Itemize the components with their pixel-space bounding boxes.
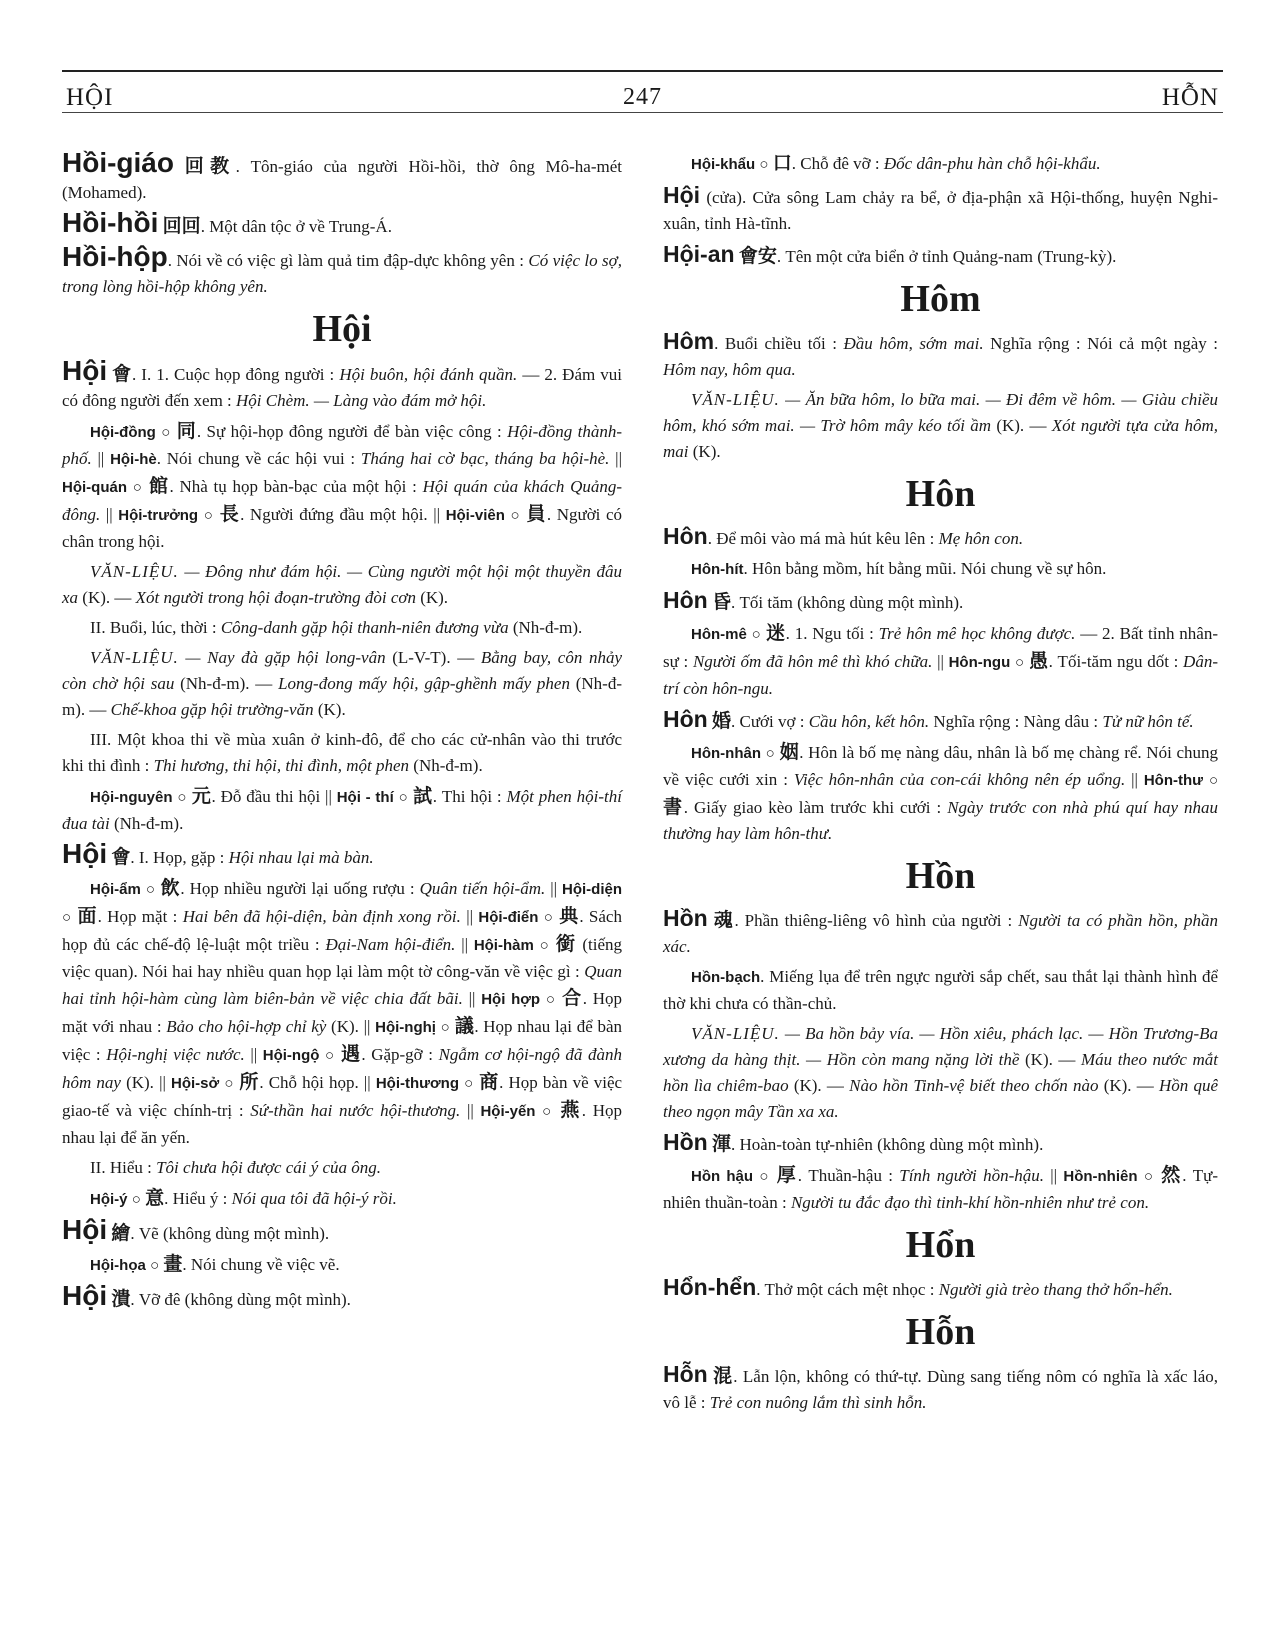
literary-refs: VĂN-LIỆU. — Nay đà gặp hội long-vân (L-V-T). — Bằng bay, côn nhảy còn chờ hội sau (Nh-đ-m). — Long-đong mấy hội, gập-ghềnh mấy phen (Nh-đ-m). — Chế-khoa gặp hội trường-văn (K). <box>62 648 622 719</box>
entry: Hồn 魂. Phần thiêng-liêng vô hình của người : Người ta có phần hồn, phần xác. <box>663 905 1218 956</box>
sub-entries: Hôn-nhân ○ 姻. Hôn là bố mẹ nàng dâu, nhân là bố mẹ chàng rể. Nói chung về việc cưới xin : Việc hôn-nhân của con-cái không nên ép uổng. || Hôn-thư ○ 書. Giấy giao kèo làm trước khi cưới : Ngày trước con nhà phú quí hay nhau thường hay làm hôn-thư. <box>663 741 1219 843</box>
entry: Hỗn 混. Lẫn lộn, không có thứ-tự. Dùng sang tiếng nôm có nghĩa là xấc láo, vô lễ : Trẻ con nuông lắm thì sinh hỗn. <box>663 1361 1218 1412</box>
entry: Hồi-hồi 回回. Một dân tộc ở về Trung-Á. <box>62 207 392 238</box>
right-column <box>663 150 1218 1420</box>
page-number: 247 <box>623 84 662 110</box>
entry: Hội (cửa). Cửa sông Lam chảy ra bể, ở địa-phận xã Hội-thống, huyện Nghi-xuân, tỉnh Hà-tĩnh. <box>663 182 1218 233</box>
sub-entries: Hội-nguyên ○ 元. Đỗ đầu thi hội || Hội - thí ○ 試. Thi hội : Một phen hội-thí đua tài (Nh-đ-m). <box>62 785 622 833</box>
sub-entries: Hội-đồng ○ 同. Sự hội-họp đông người để bàn việc công : Hội-đồng thành-phố. || Hội-hè. Nói chung về các hội vui : Tháng hai cờ bạc, tháng ba hội-hè. || Hội-quán ○ 館. Nhà tụ họp bàn-bạc của một hội : Hội quán của khách Quảng-đông. || Hội-trưởng ○ 長. Người đứng đầu một hội. || Hội-viên ○ 員. Người có chân trong hội. <box>62 420 623 551</box>
section-heading: Hôn <box>905 473 976 515</box>
guide-word-left: HỘI <box>66 84 114 111</box>
entry: Hồn 渾. Hoàn-toàn tự-nhiên (không dùng một mình). <box>663 1129 1044 1155</box>
entry: Hội 繪. Vẽ (không dùng một mình). <box>62 1214 330 1245</box>
literary-refs: VĂN-LIỆU. — Ăn bữa hôm, lo bữa mai. — Đi đêm về hôm. — Giàu chiều hôm, khó sớm mai. — Trờ hôm mây kéo tối ầm (K). — Xót người tựa cửa hôm, mai (K). <box>663 390 1218 461</box>
entry: Hội 潰. Vỡ đê (không dùng một mình). <box>62 1280 351 1311</box>
entry: Hội-an 會安. Tên một cửa biển ở tỉnh Quảng-nam (Trung-kỳ). <box>663 241 1117 267</box>
sub-entries: Hội-khẩu ○ 口. Chỗ đê vỡ : Đốc dân-phu hàn chỗ hội-khẩu. <box>691 152 1101 174</box>
entry: Hôn 昏. Tối tăm (không dùng một mình). <box>663 587 964 613</box>
literary-refs: VĂN-LIỆU. — Đông như đám hội. — Cùng người một hội một thuyền đâu xa (K). — Xót người trong hội đoạn-trường đòi cơn (K). <box>62 562 622 607</box>
entry: Hồi-giáo 回教. Tôn-giáo của người Hồi-hồi, thờ ông Mô-ha-mét (Mohamed). <box>62 147 622 202</box>
entry: Hôm. Buổi chiều tối : Đầu hôm, sớm mai. Nghĩa rộng : Nói cả một ngày : Hôm nay, hôm qua. <box>663 328 1218 379</box>
sense: II. Hiểu : Tôi chưa hội được cái ý của ông. <box>90 1158 382 1177</box>
sub-entries: Hồn hậu ○ 厚. Thuần-hậu : Tính người hồn-hậu. || Hồn-nhiên ○ 然. Tự-nhiên thuần-toàn : Người tu đắc đạo thì tinh-khí hồn-nhiên như trẻ con. <box>663 1164 1219 1212</box>
section-heading: Hổn <box>905 1224 976 1266</box>
sub-entries: Hội-họa ○ 畫. Nói chung về việc vẽ. <box>90 1253 340 1275</box>
entry: Hội 會. I. Họp, gặp : Hội nhau lại mà bàn. <box>62 838 374 869</box>
section-heading: Hội <box>312 308 372 350</box>
section-heading: Hỗn <box>905 1311 976 1353</box>
sub-entries: Hồn-bạch. Miếng lụa để trên ngực người sắp chết, sau thắt lại thành hình để thờ khi chưa có thần-chủ. <box>663 967 1218 1013</box>
guide-word-right: HỖN <box>1161 84 1219 111</box>
entry: Hội 會. I. 1. Cuộc họp đông người : Hội buôn, hội đánh quần. — 2. Đám vui có đông người đến xem : Hội Chèm. — Làng vào đám mở hội. <box>62 355 623 410</box>
sense: III. Một khoa thi về mùa xuân ở kinh-đô, để cho các cử-nhân vào thi trước khi thi đình : Thi hương, thi hội, thi đình, một phen (Nh-đ-m). <box>62 730 622 775</box>
entry: Hôn 婚. Cưới vợ : Cầu hôn, kết hôn. Nghĩa rộng : Nàng dâu : Tử nữ hôn tế. <box>663 706 1194 732</box>
sub-entries: Hội-ẩm ○ 飲. Họp nhiều người lại uống rượu : Quân tiến hội-ẩm. || Hội-diện ○ 面. Họp mặt : Hai bên đã hội-diện, bàn định xong rồi. || Hội-điển ○ 典. Sách họp đủ các chế-độ lệ-luật một triều : Đại-Nam hội-điển. || Hội-hàm ○ 銜 (tiếng việc quan). Nói hai hay nhiều quan họp lại làm một tờ công-văn về việc gì : Quan hai tỉnh hội-hàm cùng làm biên-bản về việc chia đất bãi. || Hội hợp ○ 合. Họp mặt với nhau : Bảo cho hội-hợp chỉ kỳ (K). || Hội-nghị ○ 議. Họp nhau lại để bàn việc : Hội-nghị việc nước. || Hội-ngộ ○ 遇. Gặp-gỡ : Ngẫm cơ hội-ngộ đã đành hôm nay (K). || Hội-sở ○ 所. Chỗ hội họp. || Hội-thương ○ 商. Họp bàn về việc giao-tế và việc chính-trị : Sứ-thần hai nước hội-thương. || Hội-yến ○ 燕. Họp nhau lại để ăn yến. <box>62 877 623 1147</box>
section-heading: Hôm <box>900 278 981 320</box>
sub-entries: Hội-ý ○ 意. Hiểu ý : Nói qua tôi đã hội-ý rồi. <box>90 1187 397 1209</box>
sub-entries: Hôn-hít. Hôn bằng mồm, hít bằng mũi. Nói chung về sự hôn. <box>691 559 1107 578</box>
sense: II. Buổi, lúc, thời : Công-danh gặp hội thanh-niên đương vừa (Nh-đ-m). <box>90 618 583 637</box>
section-heading: Hồn <box>905 855 976 897</box>
entry: Hôn. Để môi vào má mà hút kêu lên : Mẹ hôn con. <box>663 523 1024 549</box>
entry: Hổn-hển. Thở một cách mệt nhọc : Người già trèo thang thở hổn-hển. <box>663 1274 1173 1300</box>
header-rule <box>62 112 1223 113</box>
left-column <box>62 147 623 1317</box>
sub-entries: Hôn-mê ○ 迷. 1. Ngu tối : Trẻ hôn mê học không được. — 2. Bất tỉnh nhân-sự : Người ốm đã hôn mê thì khó chữa. || Hôn-ngu ○ 愚. Tối-tăm ngu dốt : Dân-trí còn hôn-ngu. <box>663 622 1218 698</box>
entry: Hồi-hộp. Nói về có việc gì làm quả tim đập-dực không yên : Có việc lo sợ, trong lòng hồi-hộp không yên. <box>62 241 622 296</box>
literary-refs: VĂN-LIỆU. — Ba hồn bảy vía. — Hồn xiêu, phách lạc. — Hồn Trương-Ba xương da hàng thịt. — Hồn còn mang nặng lời thề (K). — Máu theo nước mắt hồn lìa chiêm-bao (K). — Nào hồn Tinh-vệ biết theo chốn nào (K). — Hồn quê theo ngọn mây Tần xa xa. <box>663 1024 1219 1121</box>
